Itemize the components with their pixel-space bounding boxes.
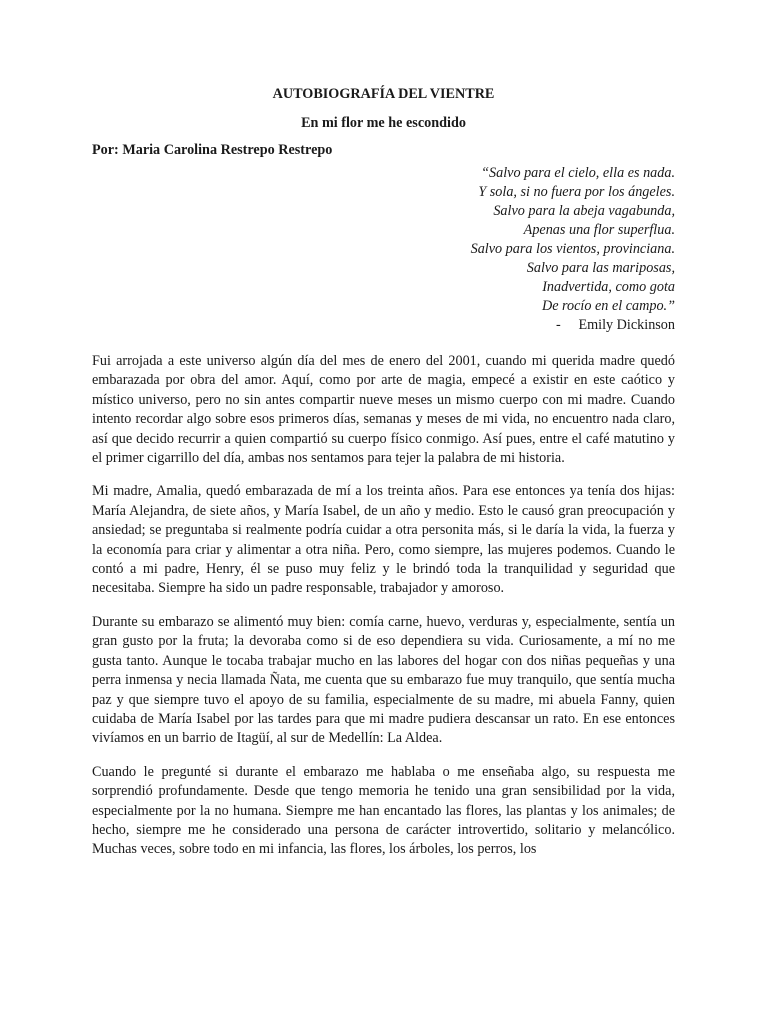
epigraph-line: Salvo para las mariposas, [526, 260, 675, 276]
document-title: AUTOBIOGRAFÍA DEL VIENTRE [272, 86, 495, 102]
epigraph [92, 164, 675, 335]
epigraph-line: De rocío en el campo.” [541, 298, 675, 314]
epigraph-line: Inadvertida, como gota [542, 279, 675, 295]
epigraph-line: “Salvo para el cielo, ella es nada. [481, 165, 675, 181]
body-paragraph: Fui arrojada a este universo algún día del mes de enero del 2001, cuando mi querida madre quedó embarazada por obra del amor. Aquí, como por arte de magia, empecé a existir en este caótico y místico universo, pero no sin antes compartir nueve meses un mismo cuerpo con mi madre. Cuando intento recordar algo sobre esos primeros días, semanas y meses de mi vida, no encuentro nada claro, así que decido recurrir a quien compartió su cuerpo físico conmigo. Así pues, entre el café matutino y el primer cigarrillo del día, ambas nos sentamos para tejer la palabra de mi historia. [92, 353, 675, 467]
epigraph-line: Apenas una flor superflua. [523, 222, 675, 238]
author-byline: Por: Maria Carolina Restrepo Restrepo [92, 142, 333, 158]
epigraph-attribution: - Emily Dickinson [555, 317, 675, 333]
document-page [92, 84, 675, 874]
body-paragraph: Cuando le pregunté si durante el embarazo me hablaba o me enseñaba algo, su respuesta me sorprendió profundamente. Desde que tengo memoria he tenido una gran sensibilidad por la vida, especialmente por la no humana. Siempre me han encantado las flores, las plantas y los animales; de hecho, siempre me he considerado una persona de carácter introvertido, solitario y melancólico. Muchas veces, sobre todo en mi infancia, las flores, los árboles, los perros, los [92, 763, 675, 858]
body-paragraph: Mi madre, Amalia, quedó embarazada de mí a los treinta años. Para ese entonces ya tenía dos hijas: María Alejandra, de siete años, y María Isabel, de un año y medio. Esto le causó gran preocupación y ansiedad; se preguntaba si realmente podría cuidar a otra personita más, si le daría la vida, la fuerza y la economía para criar y alimentar a otra niña. Pero, como siempre, las mujeres podemos. Cuando le contó a mi padre, Henry, él se puso muy feliz y le brindó toda la tranquilidad y seguridad que necesitaba. Siempre ha sido un padre responsable, trabajador y amoroso. [92, 483, 675, 597]
epigraph-line: Salvo para los vientos, provinciana. [470, 241, 675, 257]
epigraph-line: Y sola, si no fuera por los ángeles. [478, 184, 675, 200]
epigraph-line: Salvo para la abeja vagabunda, [493, 203, 675, 219]
body-paragraph: Durante su embarazo se alimentó muy bien: comía carne, huevo, verduras y, especialmente, sentía un gran gusto por la fruta; la devoraba como si de eso dependiera su vida. Curiosamente, a mí no me gusta tanto. Aunque le tocaba trabajar mucho en las labores del hogar con dos niñas pequeñas y una perra inmensa y necia llamada Ñata, me cuenta que su embarazo fue muy tranquilo, que sentía mucha paz y que siempre tuvo el apoyo de su familia, especialmente de su madre, mi abuela Fanny, quien cuidaba de María Isabel por las tardes para que mi madre pudiera descansar un rato. En ese entonces vivíamos en un barrio de Itagüí, al sur de Medellín: La Aldea. [92, 613, 675, 747]
document-subtitle: En mi flor me he escondido [301, 115, 466, 131]
